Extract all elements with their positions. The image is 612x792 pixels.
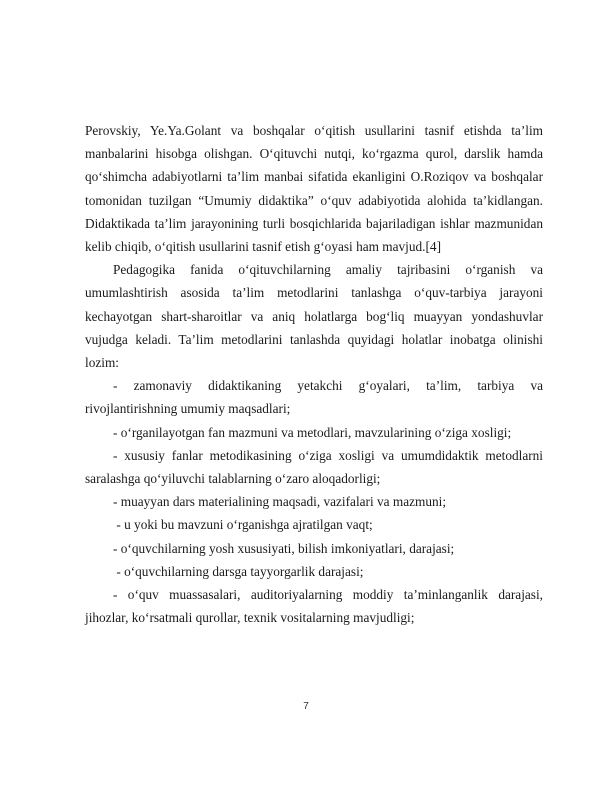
list-item-material-equipment: - o‘quv muassasalari, auditoriyalarning moddiy ta’minlanganlik darajasi, jihozlar, ko‘rsatmali qurollar, texnik vositalarning mavjudligi; — [85, 587, 543, 626]
list-item-subject-content: - o‘rganilayotgan fan mazmuni va metodlari, mavzularining o‘ziga xosligi; — [113, 424, 512, 440]
page-body — [85, 119, 543, 629]
page-number: 7 — [303, 701, 309, 712]
paragraph-classification-sources: Perovskiy, Ye.Ya.Golant va boshqalar o‘qitish usullarini tasnif etishda ta’lim manbalarini hisobga olishgan. O‘qituvchi nutqi, ko‘rgazma qurol, darslik hamda qo‘shimcha adabiyotlarni ta’lim manbai sifatida ekanligini O.Roziqov va boshqalar tomonidan tuzilgan “Umumiy didaktika” o‘quv adabiyotida alohida ta’kidlangan. Didaktikada ta’lim jarayonining turli bosqichlarida bajariladigan ishlar mazmunidan kelib chiqib, o‘qitish usullarini tasnif etish g‘oyasi ham mavjud.[4] — [85, 123, 543, 255]
list-item-allocated-time: - u yoki bu mavzuni o‘rganishga ajratilgan vaqt; — [113, 517, 373, 533]
list-item-lesson-material: - muayyan dars materialining maqsadi, vazifalari va mazmuni; — [113, 494, 447, 510]
list-item-private-methodology: - xususiy fanlar metodikasining o‘ziga xosligi va umumdidaktik metodlarni saralashga qo‘yiluvchi talablarning o‘zaro aloqadorligi; — [85, 447, 543, 487]
paragraph-method-selection: Pedagogika fanida o‘qituvchilarning amaliy tajribasini o‘rganish va umumlashtirish asosida ta’lim metodlarini tanlashga o‘quv-tarbiya jarayoni kechayotgan shart-sharoitlar va aniq holatlarga bog‘liq muayyan yondashuvlar vujudga keladi. Ta’lim metodlarini tanlashda quyidagi holatlar inobatga olinishi lozim: — [85, 262, 543, 371]
list-item-student-readiness: - o‘quvchilarning darsga tayyorgarlik darajasi; — [113, 563, 364, 579]
list-item-student-age: - o‘quvchilarning yosh xususiyati, bilish imkoniyatlari, darajasi; — [113, 540, 455, 556]
list-item-didactic-ideas: - zamonaviy didaktikaning yetakchi g‘oyalari, ta’lim, tarbiya va rivojlantirishning umumiy maqsadlari; — [85, 378, 543, 417]
